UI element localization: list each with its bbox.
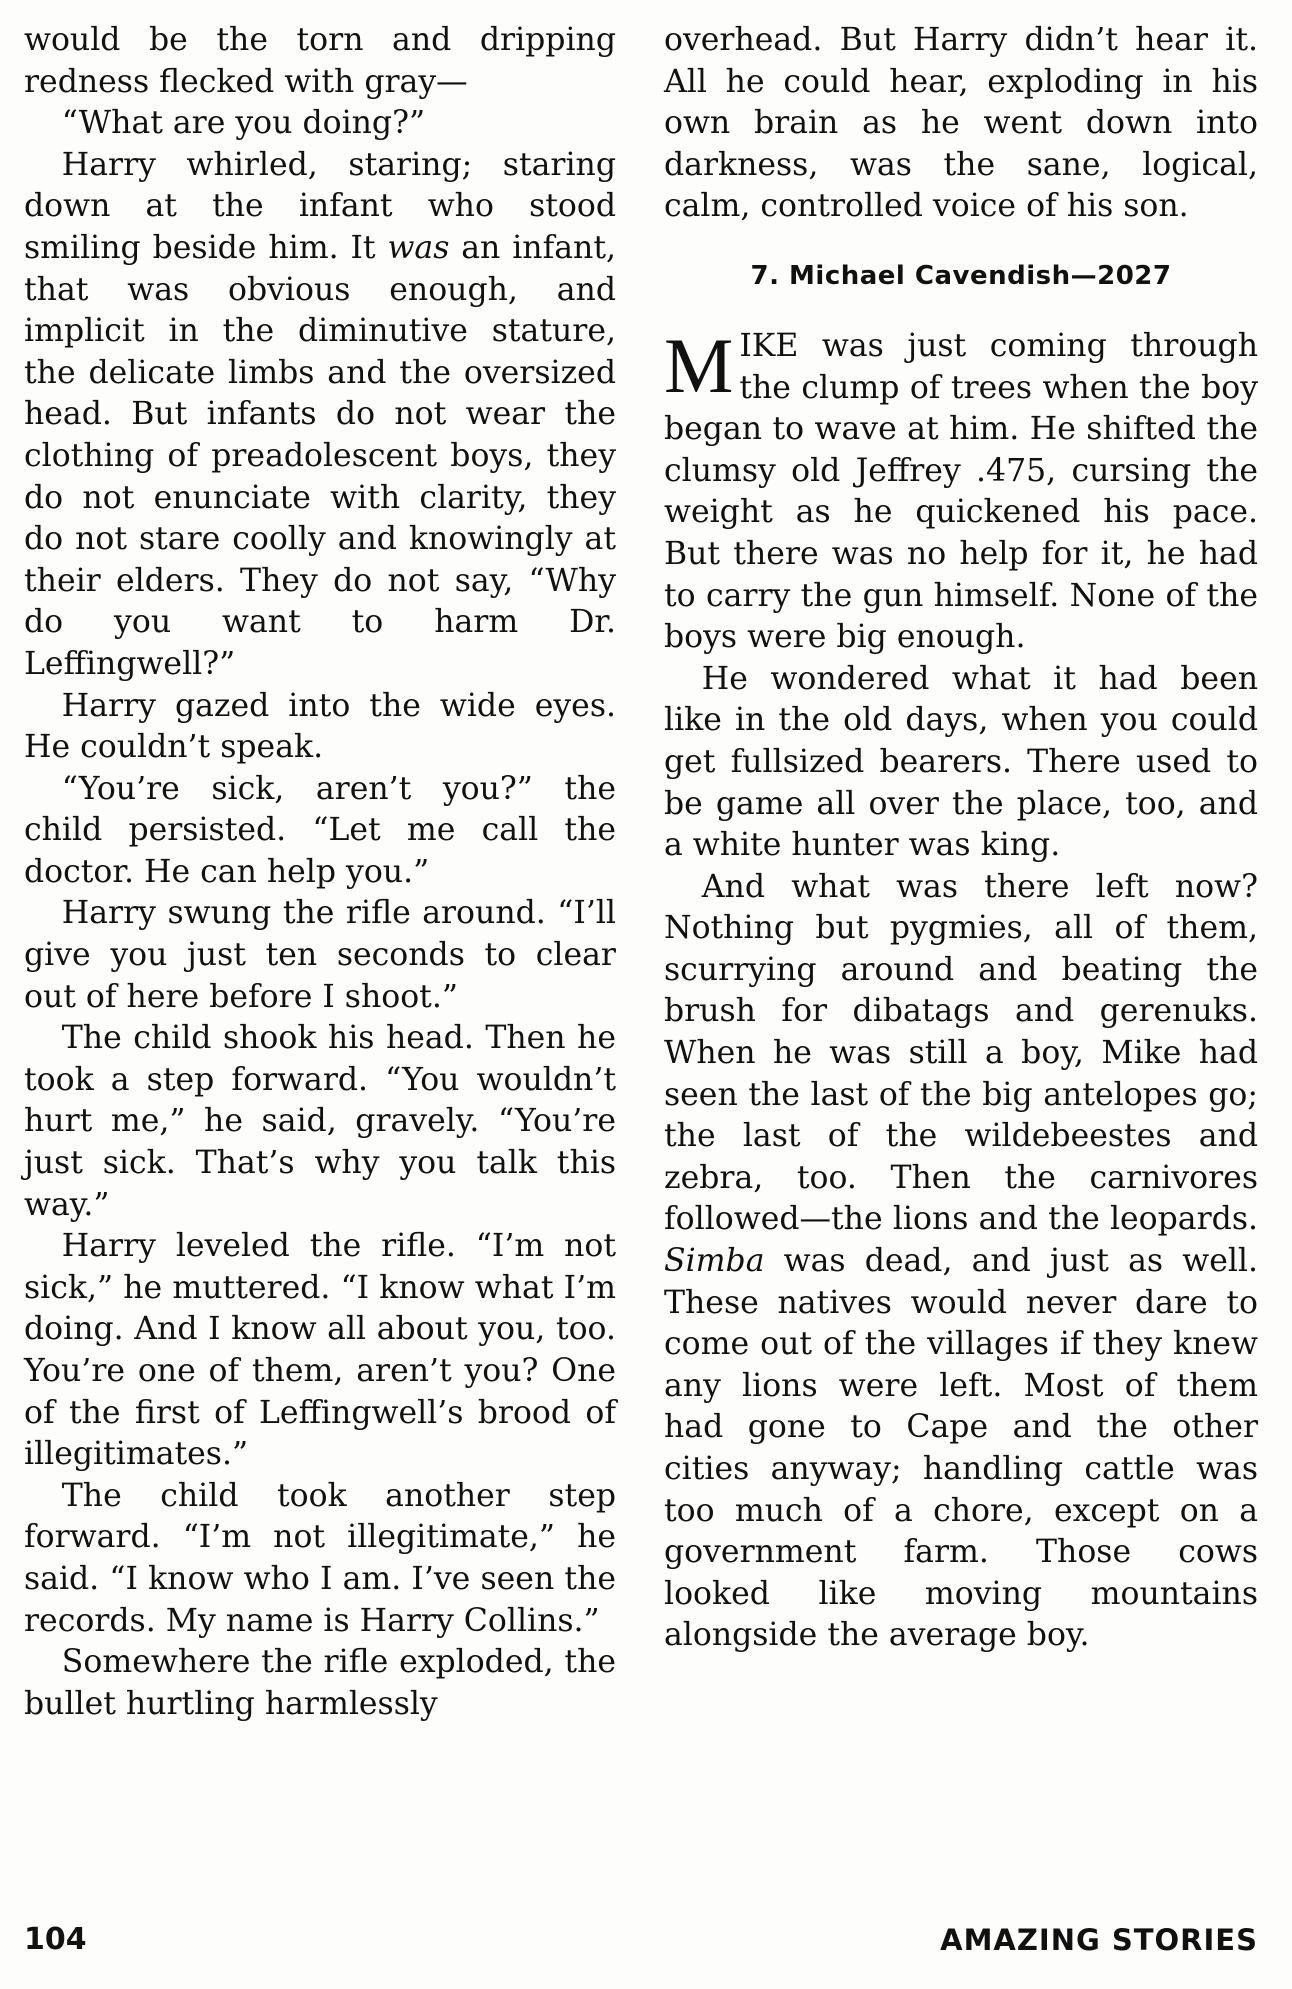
- section-heading: 7. Michael Cavendish—2027: [750, 260, 1172, 291]
- page-number: 104: [24, 1922, 87, 1957]
- paragraph-continued: would be the torn and dripping redness flecked with gray—: [24, 22, 616, 100]
- italic-word: was: [387, 229, 450, 266]
- paragraph: The child shook his head. Then he took a step forward. “You wouldn’t hurt me,” he said, gravely. “You’re just sick. That’s why you talk this way.”: [24, 1020, 616, 1223]
- left-text-column: [24, 20, 616, 1725]
- paragraph: Harry leveled the rifle. “I’m not sick,” he muttered. “I know what I’m doing. And I know all about you, too. You’re one of them, aren’t you? One of the first of Leffingwell’s brood of illegitimates.”: [24, 1228, 616, 1473]
- paragraph: “You’re sick, aren’t you?” the child persisted. “Let me call the doctor. He can help you.”: [24, 770, 616, 890]
- right-text-column: [664, 20, 1258, 1657]
- paragraph: Harry swung the rifle around. “I’ll give you just ten seconds to clear out of here before I shoot.”: [24, 895, 616, 1015]
- italic-word: Simba: [664, 1243, 765, 1280]
- paragraph-text: Harry whirled, staring; staring down at the infant who stood smiling beside him. It: [24, 146, 616, 266]
- page-footer: [24, 1920, 1258, 1960]
- paragraph: [664, 867, 1258, 1657]
- paragraph: The child took another step forward. “I’m not illegitimate,” he said. “I know who I am. I’ve seen the records. My name is Harry Collins.”: [24, 1477, 616, 1639]
- paragraph-continued: overhead. But Harry didn’t hear it. All he could hear, exploding in his own brain as he went down into darkness, was the sane, logical, calm, controlled voice of his son.: [664, 22, 1258, 225]
- running-title: AMAZING STORIES: [940, 1923, 1258, 1957]
- paragraph-with-dropcap: [664, 321, 1258, 659]
- paragraph: “What are you doing?”: [61, 105, 426, 142]
- paragraph: [24, 145, 616, 686]
- paragraph-text: an infant, that was obvious enough, and implicit in the diminutive stature, the delicate limbs and the oversized head. But infants do not wear the clothing of preadolescent boys, they do not enunciate with clarity, they do not stare coolly and knowingly at their elders. They do not say, “Why do you want to harm Dr. Leffingwell?”: [24, 229, 616, 682]
- paragraph: Somewhere the rifle exploded, the bullet hurtling harmlessly: [24, 1644, 616, 1722]
- drop-cap: M: [664, 321, 734, 409]
- paragraph: He wondered what it had been like in the old days, when you could get fullsized bearers. There used to be game all over the place, too, and a white hunter was king.: [664, 660, 1258, 864]
- paragraph-text: IKE was just coming through the clump of trees when the boy began to wave at him. He shifted the clumsy old Jeffrey .475, cursing the weight as he quickened his pace. But there was no help for it, he had to carry the gun himself. None of the boys were big enough.: [664, 327, 1258, 656]
- paragraph-text: And what was there left now? Nothing but pygmies, all of them, scurrying around and beating the brush for dibatags and gerenuks. When he was still a boy, Mike had seen the last of the big antelopes go; the last of the wildebeestes and zebra, too. Then the carnivores followed—the lions and the leopards.: [664, 868, 1258, 1238]
- paragraph-text: was dead, and just as well. These natives would never dare to come out of the villages if they knew any lions were left. Most of them had gone to Cape and the other cities anyway; handling cattle was too much of a chore, except on a government farm. Those cows looked like moving mountains alongside the average boy.: [664, 1243, 1258, 1654]
- paragraph: Harry gazed into the wide eyes. He couldn’t speak.: [24, 687, 616, 766]
